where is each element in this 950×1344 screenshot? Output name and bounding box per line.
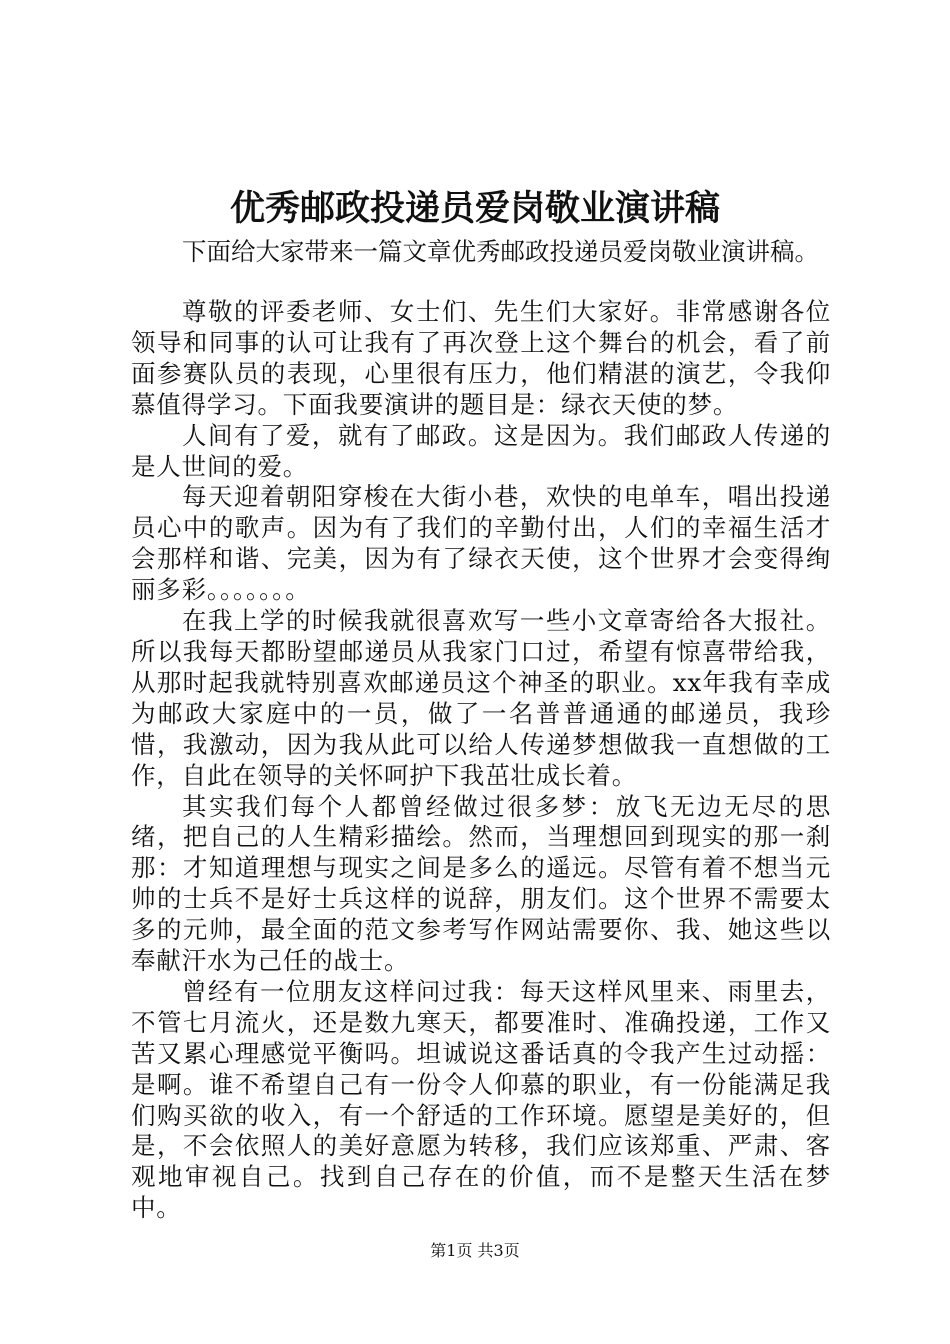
paragraph: 人间有了爱，就有了邮政。这是因为。我们邮政人传递的是人世间的爱。 (131, 420, 831, 481)
page-footer: 第1页 共3页 (430, 1241, 520, 1260)
paragraph: 其实我们每个人都曾经做过很多梦：放飞无边无尽的思绪，把自己的人生精彩描绘。然而，当理想回到现实的那一刹那：才知道理想与现实之间是多么的遥远。尽管有着不想当元帅的士兵不是好士兵这样的说辞，朋友们。这个世界不需要太多的元帅，最全面的范文参考写作网站需要你、我、她这些以奉献汗水为己任的战士。 (131, 791, 831, 976)
paragraph: 每天迎着朝阳穿梭在大街小巷，欢快的电单车，唱出投递员心中的歌声。因为有了我们的辛勤付出，人们的幸福生活才会那样和谐、完美，因为有了绿衣天使，这个世界才会变得绚丽多彩。。。。。。。 (131, 482, 831, 605)
document-title: 优秀邮政投递员爱岗敬业演讲稿 (229, 188, 720, 229)
intro-line: 下面给大家带来一篇文章优秀邮政投递员爱岗敬业演讲稿。 (182, 237, 819, 266)
document-body (131, 297, 831, 1224)
paragraph: 在我上学的时候我就很喜欢写一些小文章寄给各大报社。所以我每天都盼望邮递员从我家门口过，希望有惊喜带给我，从那时起我就特别喜欢邮递员这个神圣的职业。xx年我有幸成为邮政大家庭中的一员，做了一名普普通通的邮递员，我珍惜，我激动，因为我从此可以给人传递梦想做我一直想做的工作，自此在领导的关怀呵护下我茁壮成长着。 (131, 606, 831, 790)
paragraph: 曾经有一位朋友这样问过我：每天这样风里来、雨里去，不管七月流火，还是数九寒天，都要准时、准确投递，工作又苦又累心理感觉平衡吗。坦诚说这番话真的令我产生过动摇：是啊。谁不希望自己有一份令人仰慕的职业，有一份能满足我们购买欲的收入，有一个舒适的工作环境。愿望是美好的，但是，不会依照人的美好意愿为转移，我们应该郑重、严肃、客观地审视自己。找到自己存在的价值，而不是整天生活在梦中。 (131, 976, 831, 1223)
paragraph: 尊敬的评委老师、女士们、先生们大家好。非常感谢各位领导和同事的认可让我有了再次登上这个舞台的机会，看了前面参赛队员的表现，心里很有压力，他们精湛的演艺，令我仰慕值得学习。下面我要演讲的题目是：绿衣天使的梦。 (131, 297, 831, 419)
